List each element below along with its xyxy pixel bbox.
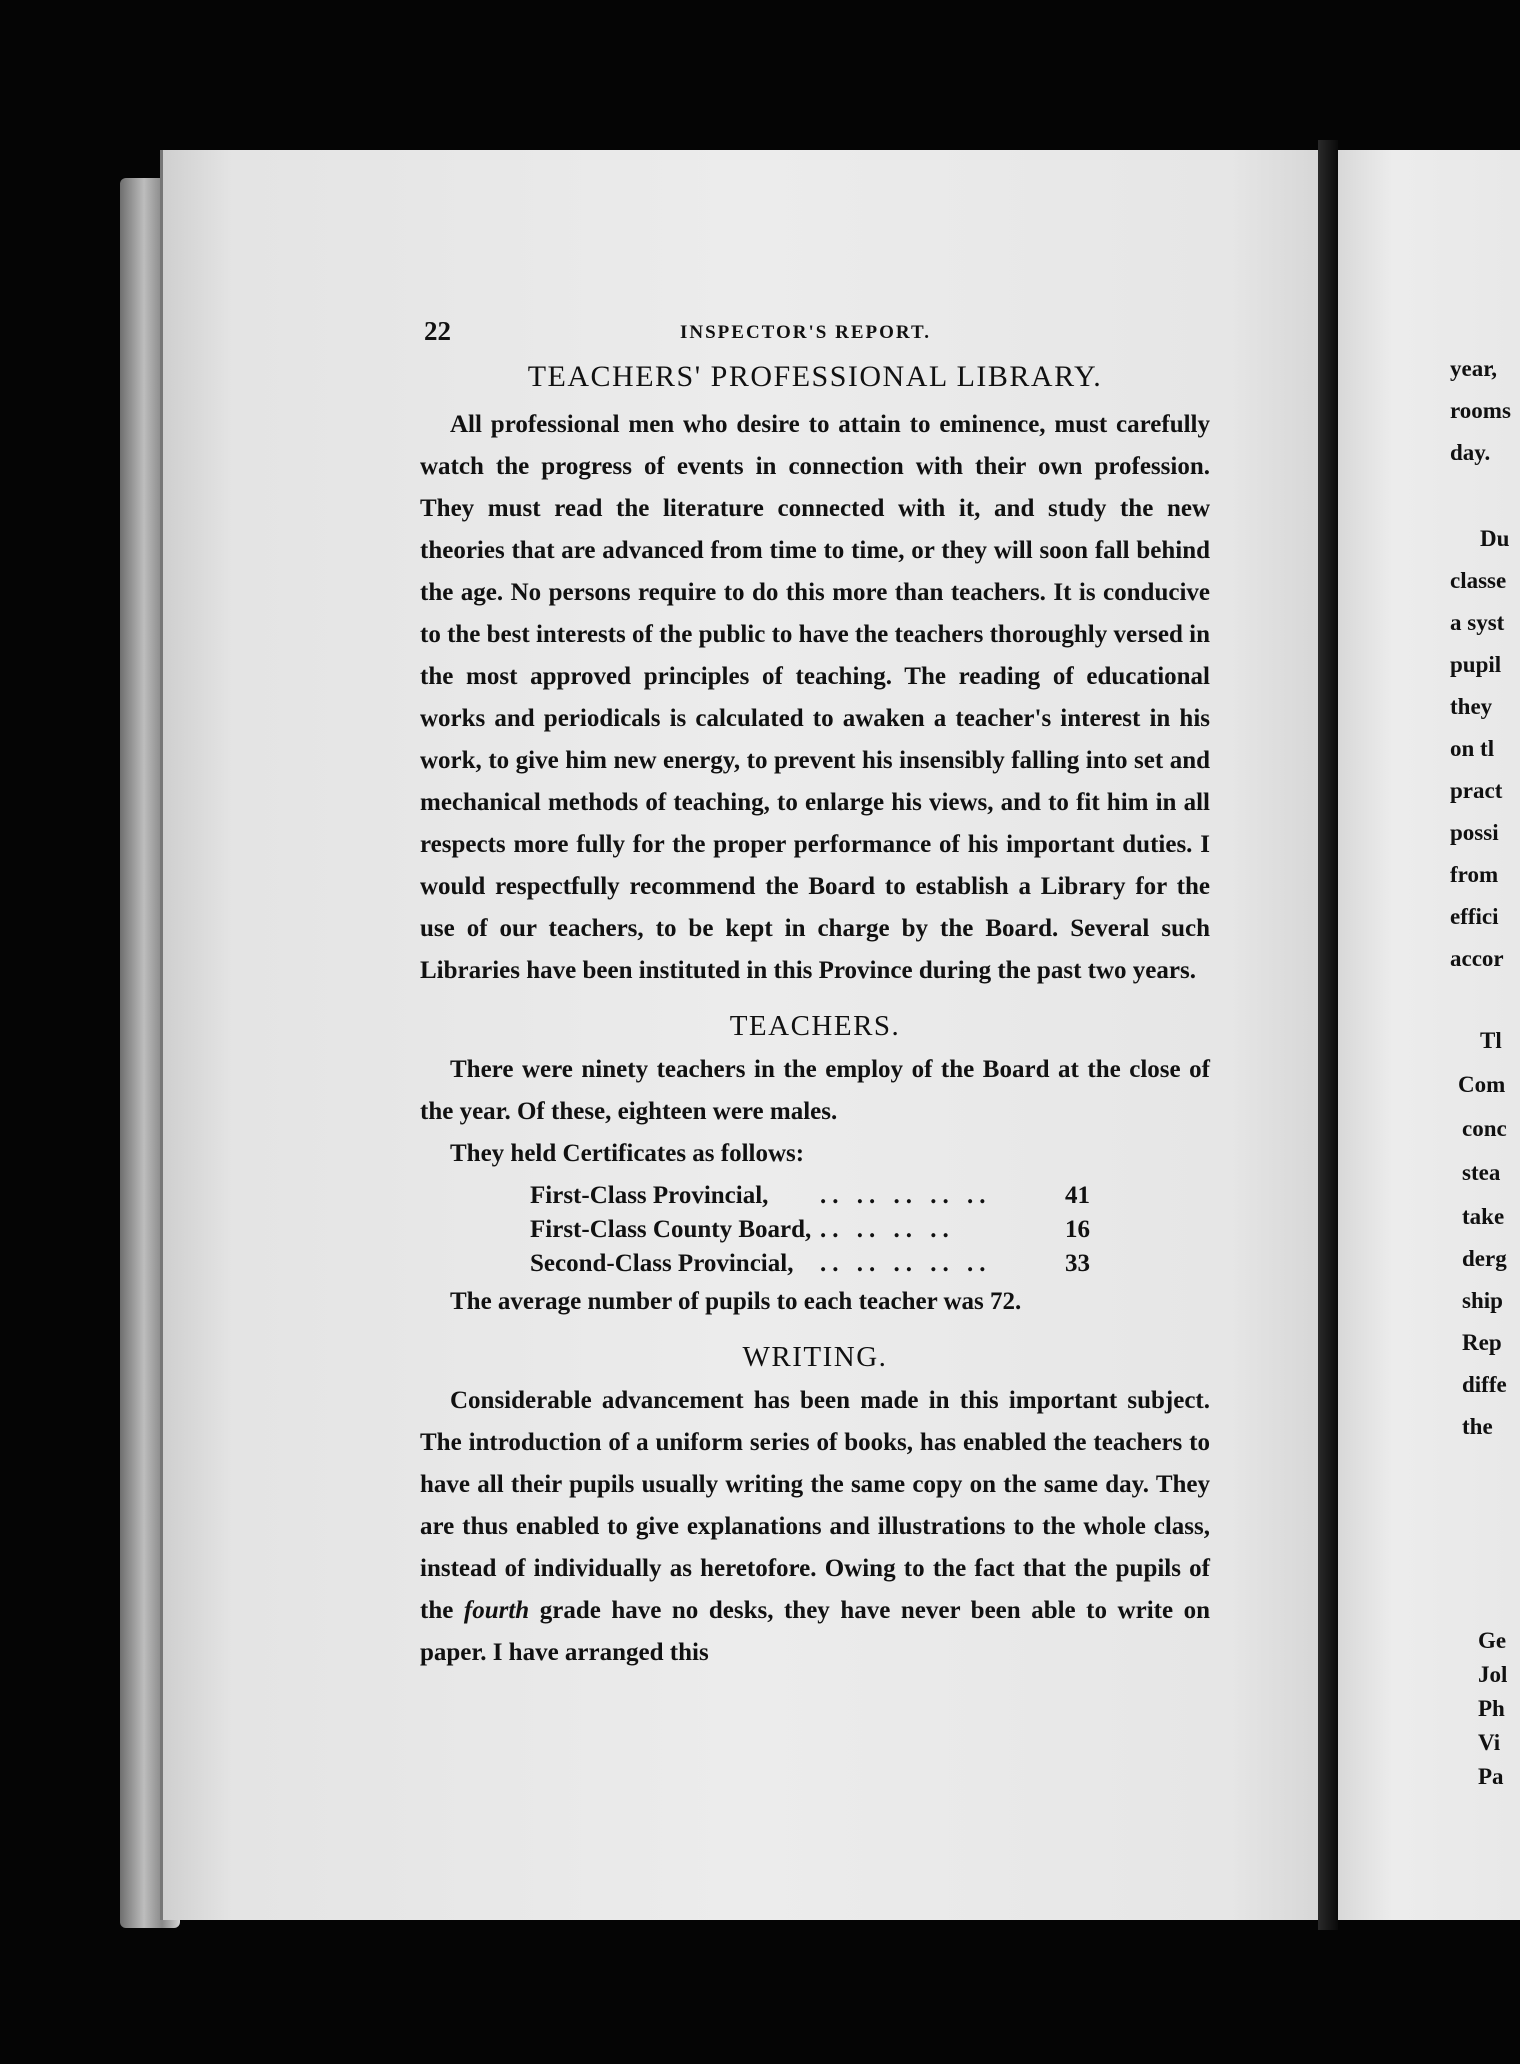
teachers-heading: TEACHERS. <box>729 1010 901 1042</box>
facing-page-fragment: Vi <box>1478 1730 1501 1755</box>
certificates-table <box>530 1179 1210 1281</box>
writing-heading: WRITING. <box>742 1341 888 1373</box>
facing-page-fragment: on tl <box>1450 736 1495 761</box>
certificate-count: 33 <box>1065 1250 1090 1277</box>
average-pupils: The average number of pupils to each teacher was 72. <box>450 1288 1022 1315</box>
library-paragraph: All professional men who desire to attain to eminence, must carefully watch the progress of events in connection with their own profession. They must read the literature connected with it, and study the new theories that are advanced from time to time, or they will soon fall behind the age. No persons require to do this more than teachers. It is conducive to the best interests of the public to have the teachers thoroughly versed in the most approved principles of teaching. The reading of educational works and periodicals is calculated to awaken a teacher's interest in his work, to give him new energy, to prevent his insensibly falling into set and mechanical methods of teaching, to enlarge his views, and to fit him in all respects more fully for the proper performance of his important duties. I would respectfully recommend the Board to establish a Library for the use of our teachers, to be kept in charge by the Board. Several such Libraries have been instituted in this Province during the past two years. <box>420 411 1210 984</box>
facing-page-fragment: year, <box>1450 356 1498 381</box>
writing-emphasis: fourth <box>463 1597 530 1624</box>
leader-dots: .. .. .. .. .. <box>820 1250 992 1277</box>
running-head <box>420 308 1210 348</box>
certificate-row <box>530 1247 1210 1281</box>
writing-text-start: Considerable advancement has been made in this important subject. The introduction of a uniform series of books, has enabled the teachers to have all their pupils usually writing the same copy on the same day. They are thus enabled to give explanations and illustrations to the whole class, instead of individually as heretofore. Owing to the fact that the pupils of the <box>420 1387 1210 1624</box>
facing-page-fragment: Tl <box>1480 1028 1502 1053</box>
certificate-label: First-Class Provincial, <box>530 1182 769 1209</box>
book-gutter <box>1318 140 1338 1930</box>
certificate-row <box>530 1213 1210 1247</box>
writing-paragraph <box>420 1380 1210 1674</box>
running-title: INSPECTOR'S REPORT. <box>680 322 931 343</box>
facing-page-fragment: pract <box>1450 778 1503 803</box>
page-text-column <box>420 308 1210 1674</box>
facing-page-fragment: stea <box>1462 1160 1501 1185</box>
facing-page-fragment: ship <box>1462 1288 1503 1313</box>
facing-page-fragment: from <box>1450 862 1499 887</box>
page-number: 22 <box>424 316 451 346</box>
facing-page-fragment: pupil <box>1450 652 1502 677</box>
teachers-paragraph: There were ninety teachers in the employ of the Board at the close of the year. Of these, eighteen were males. <box>420 1056 1210 1125</box>
certificate-label: First-Class County Board, <box>530 1216 812 1243</box>
facing-page-fragment: Rep <box>1462 1330 1502 1355</box>
certificate-count: 16 <box>1065 1216 1090 1243</box>
facing-page-fragment: accor <box>1450 946 1504 971</box>
facing-page-fragment: diffe <box>1462 1372 1507 1397</box>
library-heading: TEACHERS' PROFESSIONAL LIBRARY. <box>527 360 1103 393</box>
facing-page-fragment: conc <box>1462 1116 1507 1141</box>
leader-dots: .. .. .. .. <box>820 1216 955 1243</box>
facing-page-fragment: Jol <box>1478 1662 1508 1687</box>
facing-page-fragment: possi <box>1450 820 1499 845</box>
facing-page-fragment: Du <box>1480 526 1510 551</box>
facing-page-fragment: rooms <box>1450 398 1511 423</box>
certificate-row <box>530 1179 1210 1213</box>
facing-page-fragment: a syst <box>1450 610 1505 635</box>
facing-page-fragment: day. <box>1450 440 1491 465</box>
facing-page-fragment: Pa <box>1478 1764 1504 1789</box>
leader-dots: .. .. .. .. .. <box>820 1182 992 1209</box>
facing-page-fragment: classe <box>1450 568 1507 593</box>
facing-page-fragment: Ph <box>1478 1696 1505 1721</box>
certificates-intro: They held Certificates as follows: <box>450 1140 805 1167</box>
certificate-count: 41 <box>1065 1182 1090 1209</box>
certificate-label: Second-Class Provincial, <box>530 1250 794 1277</box>
facing-page-fragment: they <box>1450 694 1493 719</box>
facing-page-fragment: the <box>1462 1414 1493 1439</box>
facing-page-fragment: derg <box>1462 1246 1507 1271</box>
facing-page-fragment: take <box>1462 1204 1505 1229</box>
facing-page-fragment: effici <box>1450 904 1499 929</box>
facing-page-fragment: Ge <box>1478 1628 1507 1653</box>
facing-page-fragment: Com <box>1458 1072 1506 1097</box>
writing-text-end: grade have no desks, they have never been able to write on paper. I have arranged this <box>420 1597 1211 1666</box>
